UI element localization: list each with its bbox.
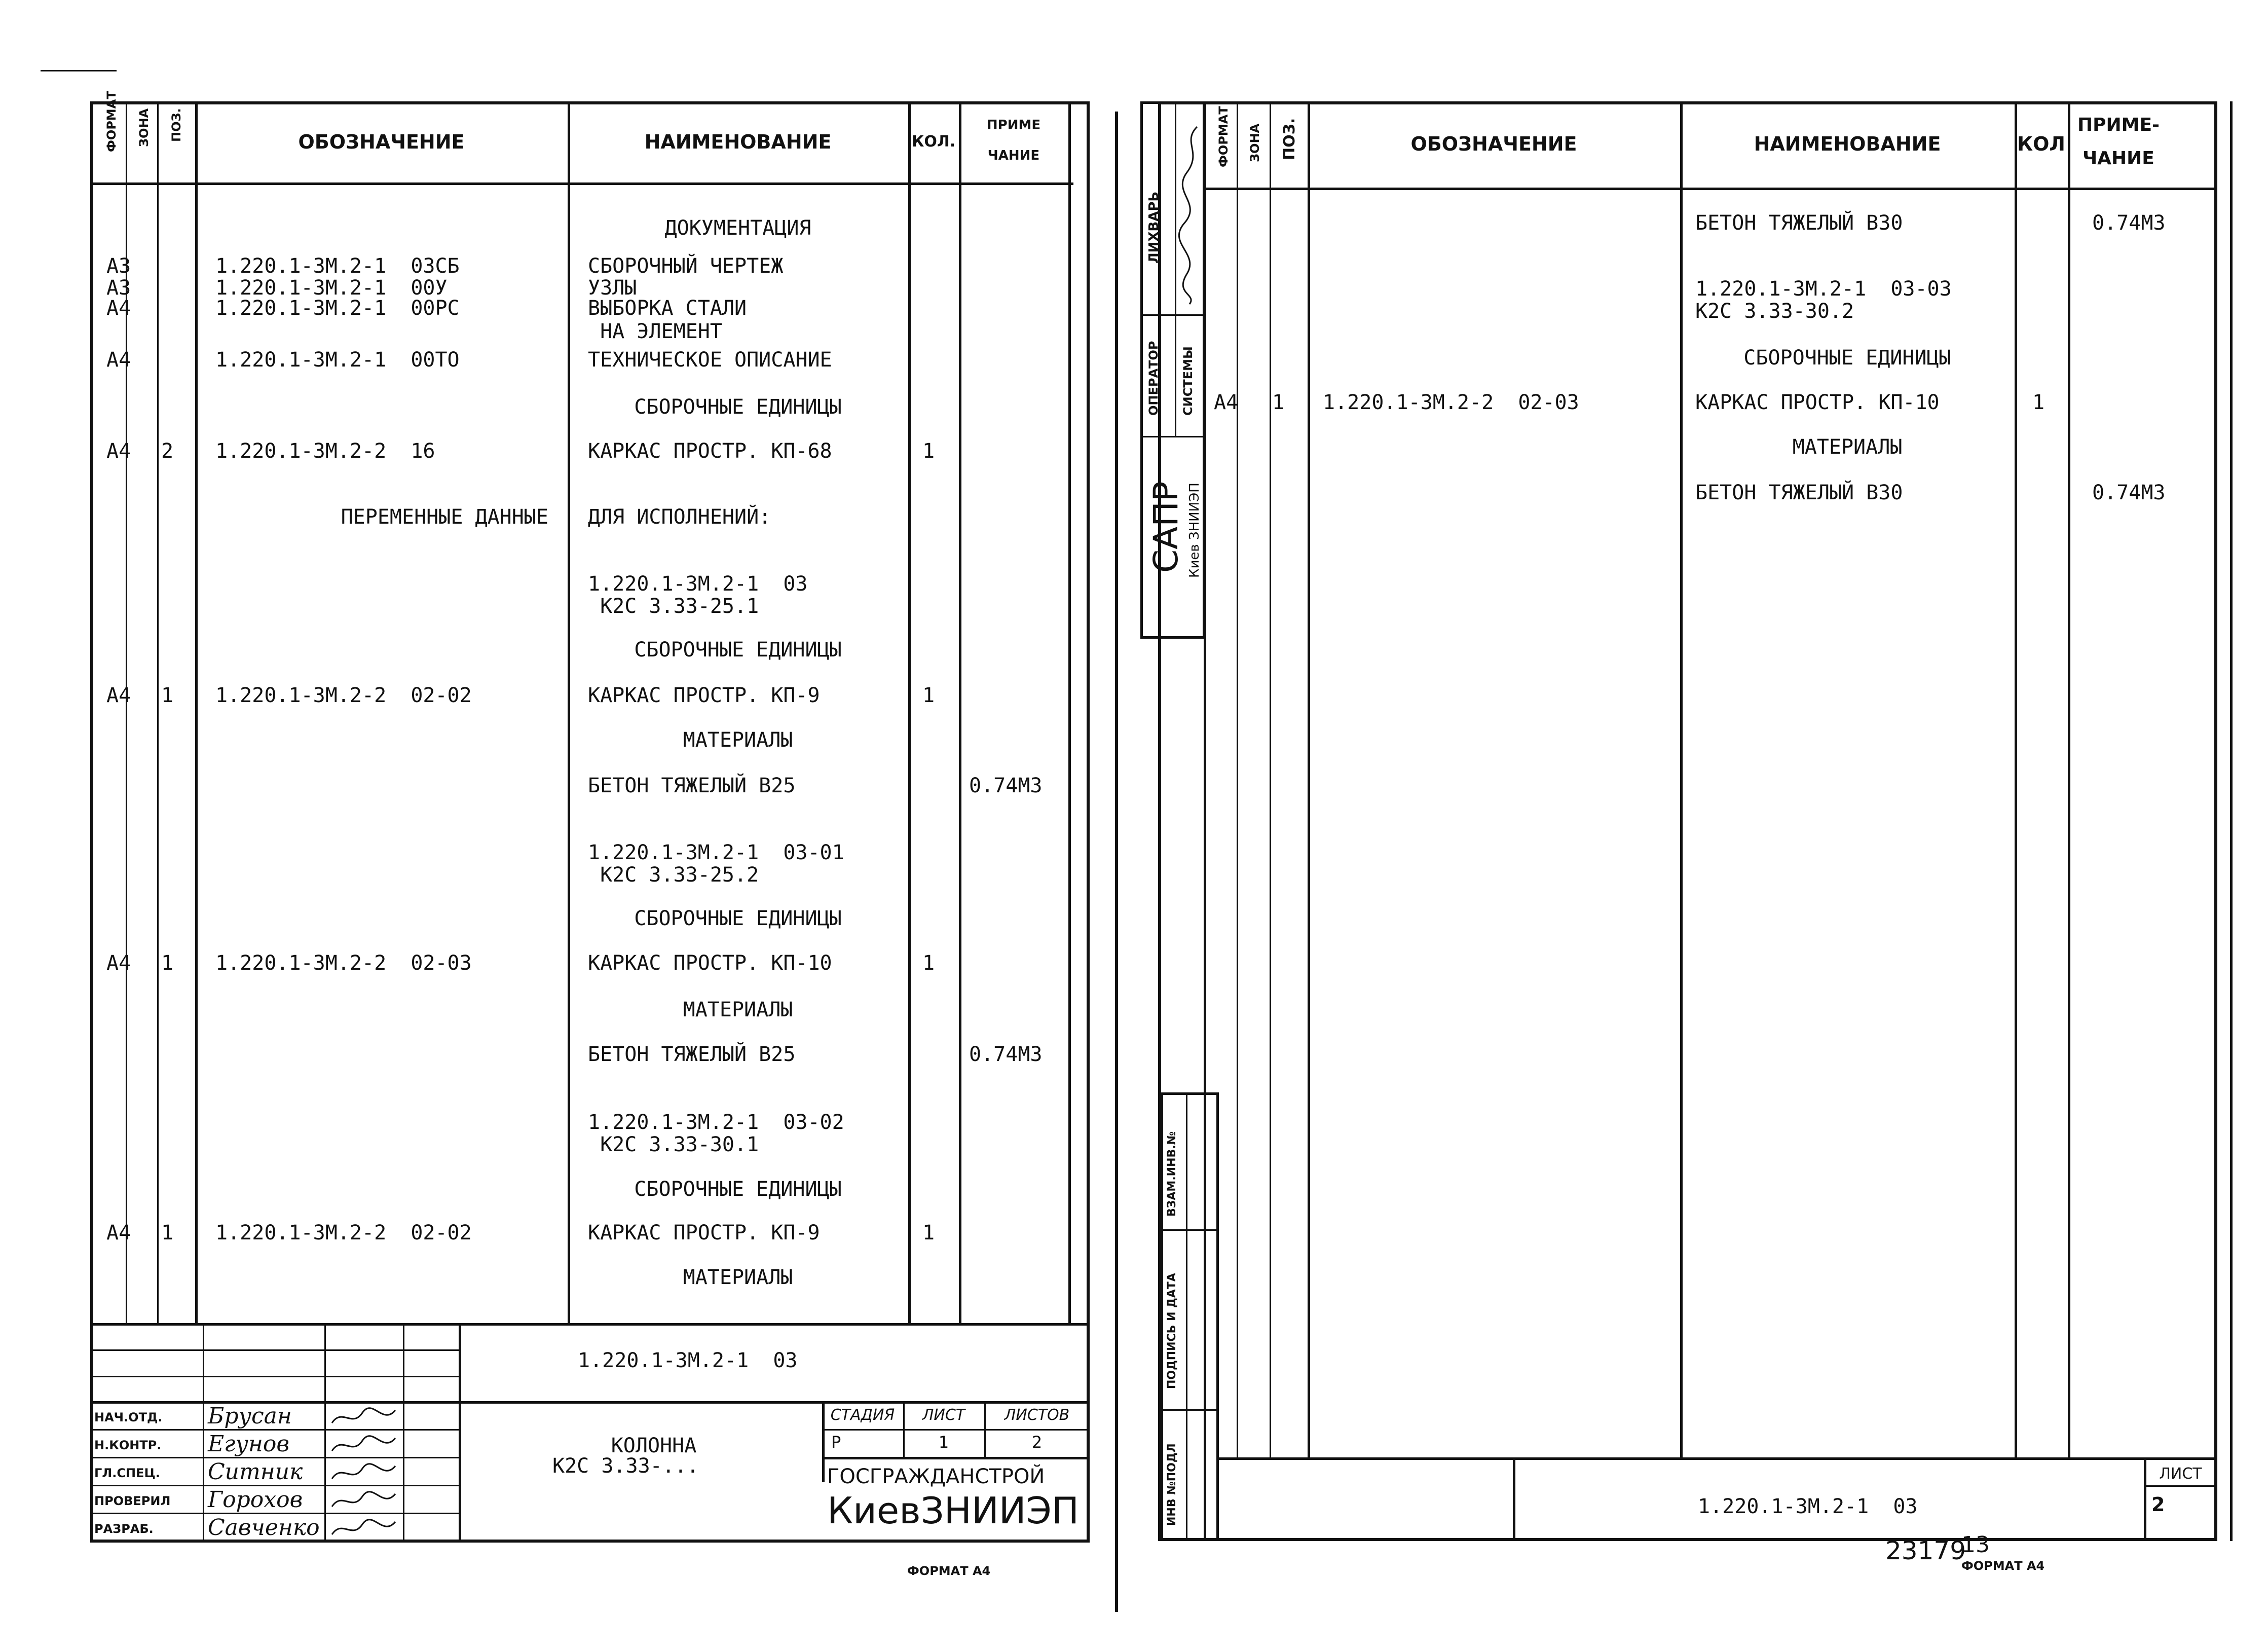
archive-number: 23179	[1885, 1536, 1966, 1565]
hdr-format: ФОРМАТ	[1216, 106, 1231, 167]
archive-suffix: 13	[1961, 1532, 1990, 1558]
stamp-sapr: САПР	[1146, 481, 1185, 573]
hdr-note-1: ПРИМЕ	[986, 118, 1041, 133]
col-line	[157, 101, 159, 1323]
col-line	[908, 101, 911, 1323]
row-name: УЗЛЫ	[588, 276, 637, 300]
stamp-sapr-sub: Киев ЗНИИЭП	[1187, 483, 1202, 578]
row-name: КАРКАС ПРОСТР. КП-10	[588, 951, 832, 975]
tb-role-label: ПРОВЕРИЛ	[94, 1494, 171, 1508]
tb-role-label: НАЧ.ОТД.	[94, 1410, 163, 1424]
row-qty: 1	[922, 951, 935, 975]
tb-col	[203, 1323, 204, 1543]
col-line	[1237, 101, 1238, 1457]
row-format: А4	[106, 348, 131, 372]
row-designation: 1.220.1-3М.2-2 02-02	[215, 1221, 472, 1244]
stamp-line	[1175, 101, 1176, 436]
row-name: К2С 3.33-30.1	[588, 1133, 759, 1156]
row-name: СБОРОЧНЫЕ ЕДИНИЦЫ	[634, 395, 842, 419]
hdr-qty: КОЛ	[2017, 133, 2065, 155]
row-name: К2С 3.33-30.2	[1695, 300, 1854, 323]
row-qty: 1	[922, 684, 935, 707]
row-name: ДОКУМЕНТАЦИЯ	[664, 216, 811, 240]
row-name: БЕТОН ТЯЖЕЛЫЙ В25	[588, 1043, 796, 1066]
tb-role-signature	[329, 1433, 400, 1458]
tb-line	[822, 1429, 1090, 1431]
row-name: ТЕХНИЧЕСКОЕ ОПИСАНИЕ	[588, 348, 832, 372]
row-note: 0.74М3	[2092, 481, 2166, 504]
side-label-1: ВЗАМ.ИНВ.№	[1166, 1131, 1178, 1217]
row-zone: 1	[161, 1221, 174, 1244]
row-zone: 2	[161, 440, 174, 463]
header-rule	[90, 182, 1073, 185]
row-name: 1.220.1-3М.2-1 03-03	[1695, 277, 1952, 301]
row-note: 0.74М3	[2092, 211, 2166, 235]
stamp-signature	[1177, 122, 1205, 309]
tb-org-1: ГОСГРАЖДАНСТРОЙ	[827, 1465, 1045, 1488]
tb-role-name: Ситник	[208, 1459, 303, 1485]
row-name: СБОРОЧНЫЕ ЕДИНИЦЫ	[634, 907, 842, 930]
col-line	[1270, 101, 1271, 1457]
row-designation: 1.220.1-3М.2-1 00РС	[215, 297, 460, 320]
row-name: МАТЕРИАЛЫ	[683, 728, 793, 752]
tb-role-label: Н.КОНТР.	[94, 1438, 162, 1452]
stamp-operator-1: ОПЕРАТОР	[1146, 341, 1161, 416]
hdr-note-2: ЧАНИЕ	[987, 148, 1040, 163]
tb-item-name-2: К2С 3.33-...	[552, 1454, 699, 1478]
tb-line	[822, 1457, 1090, 1459]
stamp-person: ЛИХВАРЬ	[1146, 191, 1162, 264]
tb-sheet-value: 1	[938, 1433, 949, 1452]
tb-stage-value: Р	[831, 1433, 841, 1452]
row-name: КАРКАС ПРОСТР. КП-9	[588, 1221, 820, 1244]
tb-role-label: ГЛ.СПЕЦ.	[94, 1466, 160, 1480]
row-name: СБОРОЧНЫЕ ЕДИНИЦЫ	[634, 638, 842, 662]
row-designation: 1.220.1-3М.2-2 02-03	[1323, 391, 1579, 414]
row-name: НА ЭЛЕМЕНТ	[588, 320, 722, 343]
stamp-line	[1140, 436, 1205, 437]
row-designation: 1.220.1-3М.2-1 00У	[215, 276, 448, 300]
row-name: БЕТОН ТЯЖЕЛЫЙ В25	[588, 774, 796, 797]
tb-col	[459, 1323, 461, 1543]
col-line	[568, 101, 570, 1323]
row-name: КАРКАС ПРОСТР. КП-9	[588, 684, 820, 707]
row-designation: ПЕРЕМЕННЫЕ ДАННЫЕ	[341, 505, 548, 529]
col-line	[1680, 101, 1683, 1457]
row-name: К2С 3.33-25.1	[588, 595, 759, 618]
stamp-line	[1140, 314, 1205, 316]
tb-sheets-label: ЛИСТОВ	[1004, 1406, 1070, 1424]
row-name: 1.220.1-3М.2-1 03	[588, 572, 808, 596]
hdr-designation: ОБОЗНАЧЕНИЕ	[1410, 133, 1577, 155]
side-line	[1161, 1229, 1219, 1231]
row-designation: 1.220.1-3М.2-2 16	[215, 440, 435, 463]
row-name: СБОРОЧНЫЕ ЕДИНИЦЫ	[1743, 346, 1951, 370]
tb-stage-label: СТАДИЯ	[830, 1406, 895, 1424]
row-name: 1.220.1-3М.2-1 03-02	[588, 1111, 844, 1134]
row-zone: 1	[161, 951, 174, 975]
hdr-format: ФОРМАТ	[104, 91, 119, 152]
row-format: А3	[106, 254, 131, 278]
row-format: А4	[106, 684, 131, 707]
hdr-designation: ОБОЗНАЧЕНИЕ	[298, 131, 465, 153]
side-line	[1161, 1409, 1219, 1411]
row-name: СБОРОЧНЫЙ ЧЕРТЕЖ	[588, 254, 784, 278]
row-format: А4	[106, 951, 131, 975]
tb-role-label: РАЗРАБ.	[94, 1522, 154, 1536]
row-name: СБОРОЧНЫЕ ЕДИНИЦЫ	[634, 1178, 842, 1201]
row-qty: 1	[922, 440, 935, 463]
row-designation: 1.220.1-3М.2-1 00ТО	[215, 348, 460, 372]
row-qty: 1	[922, 1221, 935, 1244]
tb-doc-number: 1.220.1-3М.2-1 03	[578, 1349, 798, 1372]
tb-role-signature	[329, 1461, 400, 1486]
row-format: А4	[106, 1221, 131, 1244]
row-name: ВЫБОРКА СТАЛИ	[588, 297, 747, 320]
hdr-qty: КОЛ.	[911, 133, 956, 151]
left-format-note: ФОРМАТ А4	[907, 1564, 991, 1578]
row-name: ДЛЯ ИСПОЛНЕНИЙ:	[588, 505, 771, 529]
tb-sheet-label: ЛИСТ	[922, 1406, 965, 1424]
hdr-note-2: ЧАНИЕ	[2083, 148, 2154, 169]
row-format: А4	[106, 297, 131, 320]
col-line	[195, 101, 198, 1323]
tb-role-name: Егунов	[208, 1431, 289, 1457]
row-designation: 1.220.1-3М.2-2 02-03	[215, 951, 472, 975]
col-line	[1308, 101, 1310, 1457]
footer-sheet-value: 2	[2151, 1493, 2165, 1516]
tb-sheets-value: 2	[1031, 1433, 1043, 1452]
row-format: А4	[1214, 391, 1239, 414]
tb-line	[90, 1349, 460, 1351]
tb-line	[90, 1485, 460, 1486]
row-name: МАТЕРИАЛЫ	[683, 1266, 793, 1289]
row-designation: 1.220.1-3М.2-2 02-02	[215, 684, 472, 707]
stamp-operator-2: СИСТЕМЫ	[1181, 346, 1195, 416]
row-name: 1.220.1-3М.2-1 03-01	[588, 841, 844, 864]
tb-role-signature	[329, 1405, 400, 1431]
tb-line	[90, 1376, 460, 1377]
hdr-zone: ЗОНА	[1248, 123, 1262, 162]
footer-sheet-label: ЛИСТ	[2159, 1465, 2202, 1483]
row-name: БЕТОН ТЯЖЕЛЫЙ В30	[1695, 481, 1903, 504]
col-line	[2015, 101, 2017, 1457]
tb-line	[90, 1429, 460, 1431]
row-name: КАРКАС ПРОСТР. КП-68	[588, 440, 832, 463]
row-note: 0.74М3	[969, 1043, 1043, 1066]
row-name: МАТЕРИАЛЫ	[1792, 435, 1903, 459]
side-line	[1186, 1092, 1187, 1541]
hdr-pos: ПОЗ.	[1281, 118, 1298, 160]
title-block-top	[90, 1323, 1090, 1326]
tb-role-signature	[329, 1489, 400, 1514]
right-format-note: ФОРМАТ А4	[1961, 1559, 2045, 1573]
row-format: А3	[106, 276, 131, 300]
row-name: МАТЕРИАЛЫ	[683, 998, 793, 1021]
tb-line	[90, 1457, 460, 1458]
tb-role-name: Горохов	[208, 1487, 303, 1513]
hdr-zone: ЗОНА	[137, 108, 151, 147]
header-rule	[1204, 188, 2217, 190]
side-label-2: ПОДПИСЬ И ДАТА	[1166, 1273, 1178, 1389]
margin-dash	[41, 70, 117, 71]
tb-org-2: КиевЗНИИЭП	[827, 1489, 1080, 1532]
tb-col	[403, 1323, 404, 1543]
side-label-3: ИНВ №ПОДЛ	[1166, 1443, 1178, 1526]
col-line	[2068, 101, 2070, 1457]
row-designation: 1.220.1-3М.2-1 03СБ	[215, 254, 460, 278]
row-name: КАРКАС ПРОСТР. КП-10	[1695, 391, 1940, 414]
row-zone: 1	[161, 684, 174, 707]
right-frame	[1158, 101, 2217, 1541]
row-name: БЕТОН ТЯЖЕЛЫЙ В30	[1695, 211, 1903, 235]
right-outer-line	[2230, 101, 2233, 1541]
footer-rule	[1219, 1457, 2217, 1460]
row-name: К2С 3.33-25.2	[588, 863, 759, 887]
tb-line	[90, 1513, 460, 1514]
hdr-name: НАИМЕНОВАНИЕ	[1754, 133, 1941, 155]
row-zone: 1	[1272, 391, 1285, 414]
tb-col	[324, 1323, 326, 1543]
hdr-name: НАИМЕНОВАНИЕ	[644, 131, 832, 153]
center-divider	[1115, 112, 1118, 1612]
tb-role-signature	[329, 1517, 400, 1542]
footer-col	[1513, 1457, 1515, 1541]
row-note: 0.74М3	[969, 774, 1043, 797]
col-line	[1068, 101, 1071, 1323]
footer-line	[2144, 1485, 2217, 1487]
col-line	[959, 101, 961, 1323]
hdr-note-1: ПРИМЕ-	[2077, 115, 2160, 135]
row-format: А4	[106, 440, 131, 463]
hdr-pos: ПОЗ.	[169, 108, 183, 142]
tb-role-name: Савченко	[208, 1515, 320, 1541]
tb-item-name-1: КОЛОННА	[611, 1434, 697, 1457]
tb-role-name: Брусан	[208, 1403, 292, 1429]
footer-doc-number: 1.220.1-3М.2-1 03	[1698, 1495, 1918, 1518]
row-qty: 1	[2032, 391, 2045, 414]
